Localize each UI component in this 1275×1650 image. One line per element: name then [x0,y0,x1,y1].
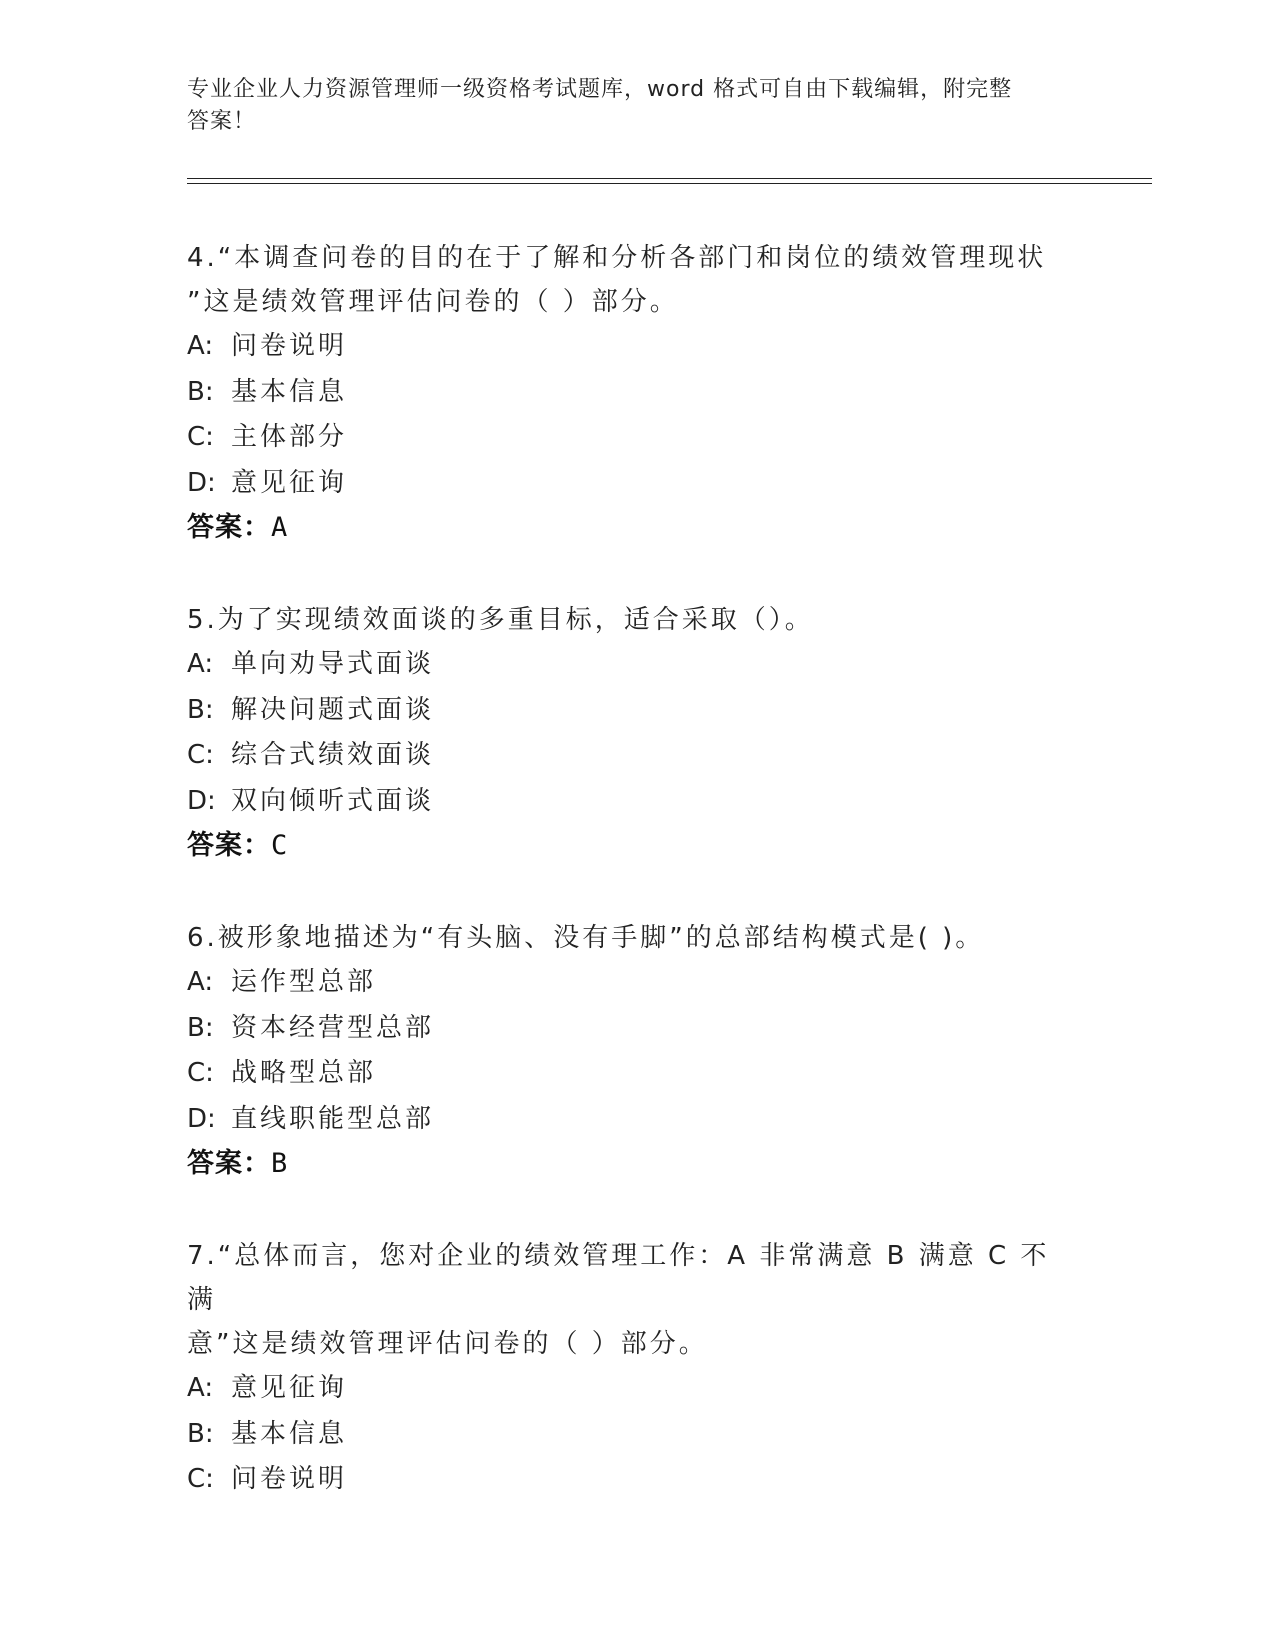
question-stem-line-2: ”这是绩效管理评估问卷的（ ）部分。 [187,287,679,317]
option-letter: B: [187,1418,214,1449]
option-text: 综合式绩效面谈 [231,740,435,770]
header-line-2: 答案！ [187,109,257,134]
option-letter: C: [187,1464,214,1494]
answer-label: 答案： [187,830,271,861]
answer-value: A [271,512,288,543]
option-c [187,1051,1067,1097]
option-text: 基本信息 [231,1418,348,1449]
question-stem-line-2: 意”这是绩效管理评估问卷的（ ）部分。 [187,1329,708,1359]
option-letter: D: [187,1103,216,1134]
answer-value: C [271,830,288,861]
option-text: 运作型总部 [231,967,377,997]
option-letter: C: [187,422,214,452]
option-b [187,688,1067,734]
option-d [187,1097,1067,1143]
option-c [187,733,1067,779]
option-b [187,370,1067,416]
option-text: 问卷说明 [231,1464,348,1494]
option-d [187,461,1067,507]
option-letter: B: [187,1012,214,1043]
option-text: 双向倾听式面谈 [231,785,435,816]
question-5 [187,598,1067,868]
option-text: 资本经营型总部 [231,1012,435,1043]
option-text: 问卷说明 [231,331,348,361]
option-text: 主体部分 [231,422,348,452]
question-7 [187,1234,1067,1503]
option-text: 基本信息 [231,376,348,407]
option-text: 解决问题式面谈 [231,694,435,725]
answer-label: 答案： [187,1148,271,1179]
option-text: 战略型总部 [231,1058,377,1088]
question-stem-line-1: 5.为了实现绩效面谈的多重目标，适合采取（）。 [187,605,814,635]
option-letter: A: [187,1373,214,1403]
option-letter: A: [187,649,214,679]
header-divider-top [187,178,1152,179]
question-4 [187,236,1067,550]
option-a [187,642,1067,688]
option-c [187,1457,1067,1503]
option-letter: A: [187,967,214,997]
option-text: 单向劝导式面谈 [231,649,435,679]
option-a [187,1366,1067,1412]
header-divider-bottom [187,183,1152,184]
answer-label: 答案： [187,512,271,543]
option-c [187,415,1067,461]
option-b [187,1006,1067,1052]
option-b [187,1412,1067,1458]
option-d [187,779,1067,825]
option-letter: D: [187,785,216,816]
question-stem-line-1: 6.被形象地描述为“有头脑、没有手脚”的总部结构模式是( )。 [187,923,985,953]
question-stem-line-1: 4.“本调查问卷的目的在于了解和分析各部门和岗位的绩效管理现状 [187,243,1047,273]
option-a [187,324,1067,370]
question-6 [187,916,1067,1186]
answer-value: B [271,1148,288,1179]
option-text: 意见征询 [231,467,348,498]
option-letter: D: [187,467,216,498]
option-letter: C: [187,1058,214,1088]
question-stem-line-1: 7.“总体而言，您对企业的绩效管理工作：A 非常满意 B 满意 C 不满 [187,1241,1050,1315]
option-text: 意见征询 [231,1373,348,1403]
answer-line [187,506,1067,550]
option-letter: B: [187,376,214,407]
option-letter: C: [187,740,214,770]
option-letter: A: [187,331,214,361]
option-letter: B: [187,694,214,725]
header-line-1: 专业企业人力资源管理师一级资格考试题库，word 格式可自由下载编辑，附完整 [187,77,1013,102]
answer-line [187,824,1067,868]
option-a [187,960,1067,1006]
answer-line [187,1142,1067,1186]
option-text: 直线职能型总部 [231,1103,435,1134]
document-header [187,74,1067,138]
